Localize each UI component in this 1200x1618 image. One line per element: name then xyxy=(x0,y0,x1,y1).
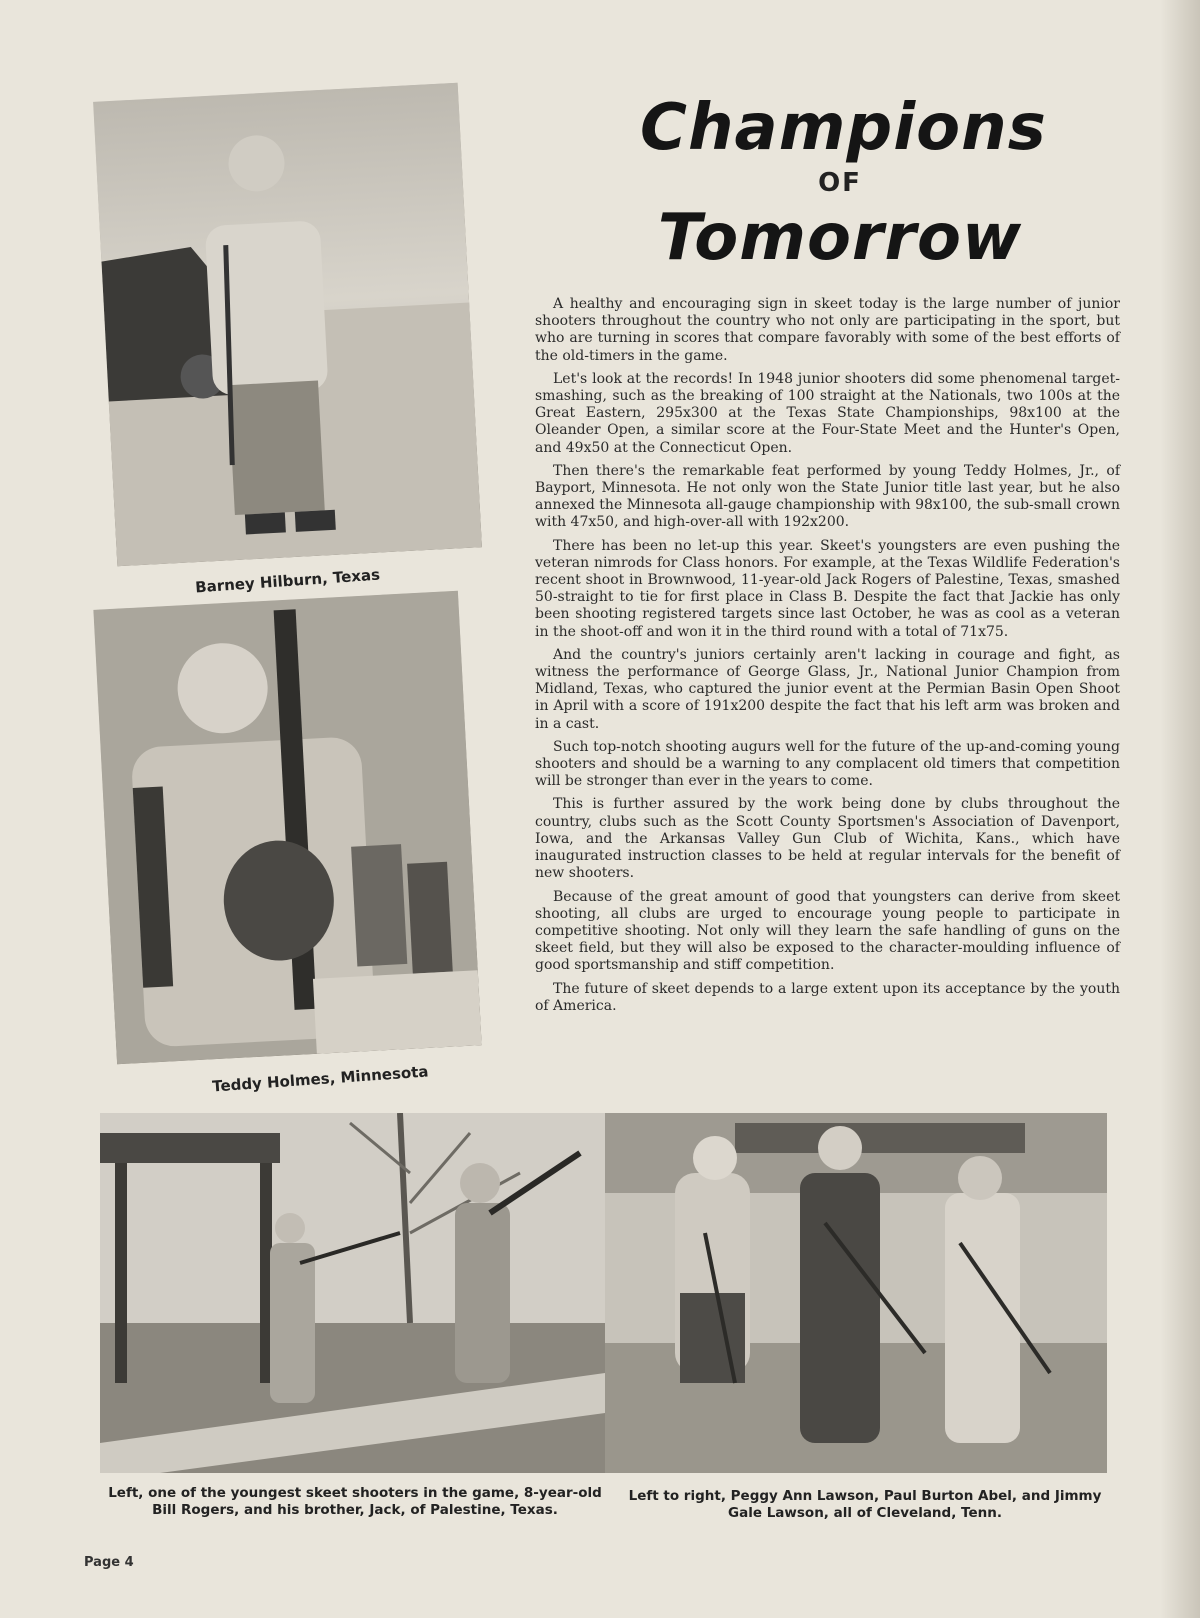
article-paragraph: There has been no let-up this year. Skeet's youngsters are even pushing the veteran nimrods for Class honors. For example, at the Texas Wildlife Federation's recent shoot in Brownwood, 11-year-old Jack Rogers of Palestine, Texas, smashed 50-straight to tie for first place in Class B. Despite the fact that Jackie has only been shooting registered targets since last October, he was as cool as a veteran in the shoot-off and won it in the third round with a total of 71x75. xyxy=(535,537,1120,640)
photo-barney-hilburn xyxy=(93,83,482,566)
photo-rogers-brothers xyxy=(100,1113,605,1473)
article-paragraph: This is further assured by the work being done by clubs throughout the country, clubs such as the Scott County Sportsmen's Association of Davenport, Iowa, and the Arkansas Valley Gun Club of Wichita, Kans., which have inaugurated instruction classes to be held at regular intervals for the benefit of new shooters. xyxy=(535,796,1120,882)
article-paragraph: And the country's juniors certainly aren't lacking in courage and fight, as witness the performance of George Glass, Jr., National Junior Champion from Midland, Texas, who captured the junior event at the Permian Basin Open Shoot in April with a score of 191x200 despite the fact that his left arm was broken and in a cast. xyxy=(535,646,1120,732)
article-paragraph: A healthy and encouraging sign in skeet today is the large number of junior shooters throughout the country who not only are participating in the sport, but who are turning in scores that compare favorably with some of the best efforts of the old-timers in the game. xyxy=(535,296,1120,364)
caption-teddy: Teddy Holmes, Minnesota xyxy=(211,1062,430,1096)
title-of: OF xyxy=(818,168,862,198)
title-champions: Champions xyxy=(640,91,1047,165)
photo-lawson-children xyxy=(605,1113,1107,1473)
article-paragraph: Because of the great amount of good that youngsters can derive from skeet shooting, all clubs are urged to encourage young people to participate in competitive shooting. Not only will they learn the safe handling of guns on the skeet field, but they will also be exposed to the character-moulding influence of good sportsmanship and stiff competition. xyxy=(535,888,1120,974)
caption-barney: Barney Hilburn, Texas xyxy=(194,565,381,597)
article-body xyxy=(535,296,1120,1021)
article-paragraph: Then there's the remarkable feat performed by young Teddy Holmes, Jr., of Bayport, Minnesota. He not only won the State Junior title last year, but he also annexed the Minnesota all-gauge championship with 98x100, the sub-small crown with 47x50, and high-over-all with 192x200. xyxy=(535,462,1120,531)
page-edge-shadow xyxy=(1160,0,1200,1618)
page-number: Page 4 xyxy=(84,1555,134,1570)
article-paragraph: Such top-notch shooting augurs well for the future of the up-and-coming young shooters and should be a warning to any complacent old timers that competition will be stronger than ever in the years to come. xyxy=(535,738,1120,790)
title-tomorrow: Tomorrow xyxy=(657,201,1023,275)
article-paragraph: The future of skeet depends to a large extent upon its acceptance by the youth of America. xyxy=(535,980,1120,1014)
caption-rogers: Left, one of the youngest skeet shooters in the game, 8-year-old Bill Rogers, and his brother, Jack, of Palestine, Texas. xyxy=(108,1485,602,1518)
caption-lawson: Left to right, Peggy Ann Lawson, Paul Burton Abel, and Jimmy Gale Lawson, all of Cleveland, Tenn. xyxy=(628,1488,1102,1521)
article-paragraph: Let's look at the records! In 1948 junior shooters did some phenomenal target-smashing, such as the breaking of 100 straight at the Nationals, two 100s at the Great Eastern, 295x300 at the Texas State Championships, 98x100 at the Oleander Open, a similar score at the Four-State Meet and the Hunter's Open, and 49x50 at the Connecticut Open. xyxy=(535,370,1120,456)
photo-teddy-holmes xyxy=(93,591,481,1064)
article-title xyxy=(640,90,1047,276)
